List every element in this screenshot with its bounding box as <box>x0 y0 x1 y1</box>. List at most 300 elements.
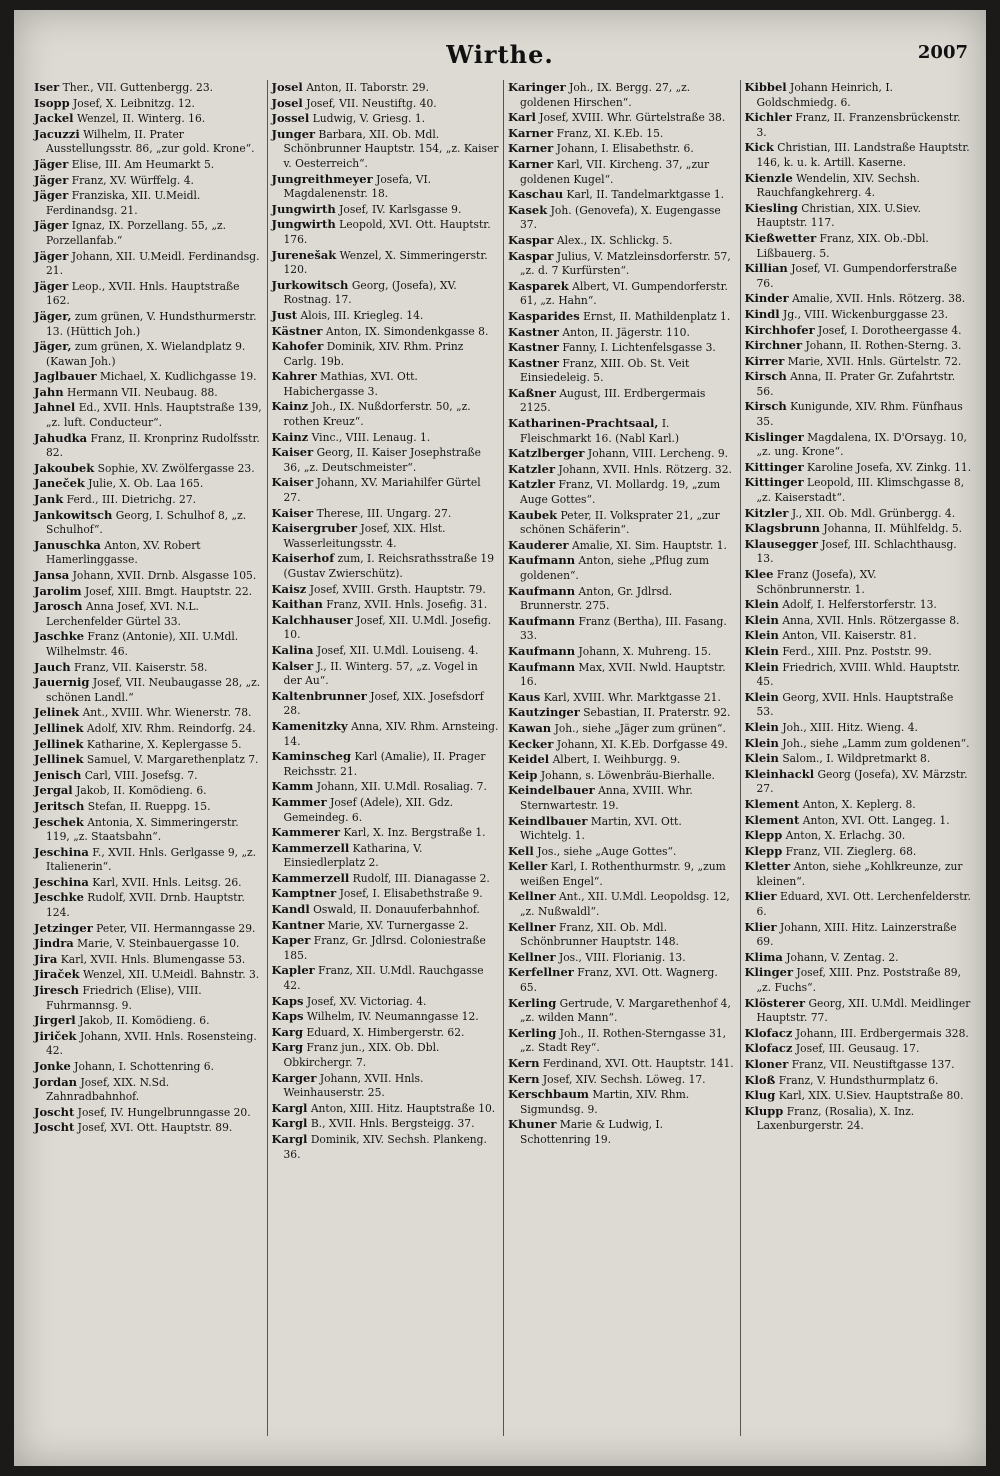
entry-name: Klofacz <box>744 1041 793 1056</box>
entry-details: Josef, XIV. Sechsh. Löweg. 17. <box>542 1072 706 1086</box>
entry-name: Kecker <box>508 736 554 751</box>
entry-details: Georg, (Josefa), XV. Rostnag. 17. <box>283 278 457 307</box>
entry-details: Franz, (Rosalia), X. Inz. Laxenburgerstr. 24. <box>756 1104 915 1133</box>
directory-entry <box>272 430 500 446</box>
directory-entry <box>745 430 973 460</box>
entry-name: Keindelbauer <box>508 783 595 798</box>
entry-name: Kaper <box>271 933 311 948</box>
entry-name: Kainz <box>271 399 309 414</box>
directory-entry <box>34 783 263 799</box>
entry-details: Joh., XIII. Hitz. Wieng. 4. <box>782 720 918 734</box>
entry-details: Ther., VII. Guttenbergg. 23. <box>62 81 214 94</box>
entry-details: Josef (Adele), XII. Gdz. Gemeindeg. 6. <box>283 795 453 824</box>
entry-name: Katzler <box>508 461 556 476</box>
entry-name: Jellinek <box>34 736 84 751</box>
entry-details: Antonia, X. Simmeringerstr. 119, „z. Staatsbahn“. <box>46 815 239 844</box>
entry-details: Christian, III. Landstraße Hauptstr. 146, k. u. k. Artill. Kaserne. <box>756 141 970 169</box>
entry-name: Kittinger <box>744 459 804 474</box>
entry-name: Jäger <box>34 218 69 233</box>
entry-details: Magdalena, IX. D'Orsayg. 10, „z. ung. Krone“. <box>756 430 967 459</box>
directory-entry <box>745 354 973 370</box>
directory-entry <box>745 521 973 537</box>
directory-entry <box>745 460 973 476</box>
entry-details: Fanny, I. Lichtenfelsgasse 3. <box>562 341 716 355</box>
entry-details: F., XVII. Hnls. Gerlgasse 9, „z. Italienerin“. <box>46 845 257 874</box>
entry-name: Jira <box>34 951 58 966</box>
entry-details: Amalie, XVII. Hnls. Rötzerg. 38. <box>792 292 966 306</box>
entry-name: Kauderer <box>508 537 569 552</box>
entry-name: Kittinger <box>744 475 804 490</box>
directory-entry <box>745 797 973 813</box>
entry-name: Kern <box>508 1056 540 1070</box>
entry-name: Klug <box>744 1088 776 1103</box>
entry-name: Jeschina <box>34 874 89 889</box>
entry-details: Eduard, X. Himbergerstr. 62. <box>306 1025 465 1039</box>
entry-details: Friedrich, XVIII. Whld. Hauptstr. 45. <box>756 660 961 689</box>
directory-entry <box>745 859 973 889</box>
entry-name: Kießwetter <box>744 230 817 245</box>
directory-entry <box>508 889 736 919</box>
directory-entry <box>508 538 736 554</box>
entry-details: Dominik, XIV. Rhm. Prinz Carlg. 19b. <box>283 340 464 368</box>
directory-entry <box>745 323 973 339</box>
directory-entry <box>508 1056 736 1072</box>
entry-name: Jiraček <box>34 967 80 982</box>
entry-details: Johann, VIII. Lercheng. 9. <box>587 447 729 461</box>
directory-entry <box>272 1071 500 1101</box>
entry-name: Jungwirth <box>271 201 336 216</box>
entry-name: Isopp <box>34 95 70 110</box>
entry-details: Johanna, II. Mühlfeldg. 5. <box>823 522 963 536</box>
entry-details: Mathias, XVI. Ott. Habichergasse 3. <box>283 370 418 398</box>
entry-name: Kamenitzky <box>271 718 348 733</box>
directory-entry <box>34 721 263 737</box>
entry-details: Wilhelm, IV. Neumanngasse 12. <box>306 1010 479 1024</box>
directory-entry <box>508 1087 736 1117</box>
entry-name: Kammerzell <box>271 840 350 855</box>
entry-details: Michael, X. Kudlichgasse 19. <box>99 370 257 384</box>
entry-details: Georg, XII. U.Mdl. Meidlinger Hauptstr. 77. <box>756 996 971 1025</box>
entry-name: Kerling <box>508 1025 557 1040</box>
entry-name: Josel <box>271 80 303 94</box>
directory-entry <box>34 768 263 784</box>
directory-entry <box>745 1026 973 1042</box>
directory-entry <box>508 1072 736 1088</box>
entry-name: Kamm <box>271 779 314 794</box>
entry-details: Franziska, XII. U.Meidl. Ferdinandsg. 21. <box>46 189 201 217</box>
directory-entry <box>272 80 500 96</box>
entry-name: Kastner <box>508 324 559 339</box>
entry-details: Johann, XII. U.Meidl. Ferdinandsg. 21. <box>46 249 260 278</box>
directory-entry <box>34 1075 263 1105</box>
entry-details: Karl, I. Rothenthurmstr. 9, „zum weißen Engel“. <box>520 860 726 888</box>
entry-details: Josef, XIX. Hlst. Wasserleitungsstr. 4. <box>283 522 446 550</box>
directory-entry <box>34 1059 263 1075</box>
entry-name: Januschka <box>34 537 101 552</box>
entry-name: Janeček <box>34 476 85 491</box>
entry-details: Joh., siehe „Lamm zum goldenen“. <box>782 736 970 750</box>
entry-name: Jellinek <box>34 720 84 735</box>
directory-entry <box>34 461 263 477</box>
directory-entry <box>34 369 263 385</box>
entry-details: Josef, XII. U.Mdl. Louiseng. 4. <box>316 643 479 657</box>
directory-entry <box>34 568 263 584</box>
directory-entry <box>272 278 500 308</box>
directory-entry <box>508 783 736 813</box>
entry-details: Anton, Gr. Jdlrsd. Brunnerstr. 275. <box>520 584 673 613</box>
entry-name: Kasek <box>508 202 548 217</box>
entry-details: Josef, XVIII. Grsth. Hauptstr. 79. <box>309 582 486 596</box>
entry-details: J., II. Winterg. 57, „z. Vogel in der Au“. <box>283 659 478 688</box>
entry-name: Kaschau <box>508 187 564 202</box>
entry-details: Karoline Josefa, XV. Zinkg. 11. <box>807 460 972 474</box>
page-title: Wirthe. <box>446 40 554 69</box>
directory-entry <box>272 1132 500 1162</box>
entry-name: Karner <box>508 141 554 156</box>
entry-name: Iser <box>34 80 60 94</box>
entry-details: Elise, III. Am Heumarkt 5. <box>71 157 215 171</box>
directory-entry <box>508 614 736 644</box>
directory-entry <box>272 613 500 643</box>
entry-name: Katzler <box>508 477 556 492</box>
directory-entry <box>272 1009 500 1025</box>
entry-details: Josef, XIII. Pnz. Poststraße 89, „z. Fuchs“. <box>756 966 961 995</box>
directory-entry <box>508 950 736 966</box>
entry-name: Kammerzell <box>271 870 350 885</box>
entry-name: Kinder <box>744 291 789 306</box>
entry-name: Kaps <box>271 993 304 1008</box>
entry-details: Anton, VII. Kaiserstr. 81. <box>782 629 917 643</box>
directory-entry <box>34 675 263 705</box>
entry-details: Marie, XVII. Hnls. Gürtelstr. 72. <box>787 354 962 368</box>
entry-name: Kaiser <box>271 505 314 520</box>
directory-entry <box>745 1041 973 1057</box>
entry-details: Vinc., VIII. Lenaug. 1. <box>311 430 431 444</box>
directory-entry <box>272 1040 500 1070</box>
directory-entry <box>508 233 736 249</box>
entry-name: Kislinger <box>744 429 804 444</box>
entry-details: Georg (Josefa), XV. Märzstr. 27. <box>756 767 968 796</box>
entry-name: Kalchhauser <box>271 612 353 627</box>
entry-name: Kaubek <box>508 507 558 522</box>
directory-entry <box>34 431 263 461</box>
entry-details: Anna, II. Prater Gr. Zufahrtstr. 56. <box>756 370 956 398</box>
entry-name: Kloner <box>744 1057 789 1071</box>
entry-details: Therese, III. Ungarg. 27. <box>316 506 452 520</box>
directory-entry <box>745 1104 973 1134</box>
entry-name: Katzlberger <box>508 446 585 461</box>
directory-entry <box>745 720 973 736</box>
entry-details: Johann, XIII. Hitz. Lainzerstraße 69. <box>756 920 957 949</box>
directory-entry <box>745 537 973 567</box>
entry-details: Julie, X. Ob. Laa 165. <box>88 477 204 491</box>
entry-name: Jiresch <box>34 983 80 998</box>
entry-details: Jos., VIII. Florianig. 13. <box>558 950 686 964</box>
entry-details: Franz (Antonie), XII. U.Mdl. Wilhelmstr. 46. <box>46 630 239 658</box>
entry-name: Klein <box>744 719 779 734</box>
directory-entry <box>508 768 736 784</box>
directory-entry <box>508 110 736 126</box>
entry-name: Kargl <box>271 1116 308 1131</box>
columns <box>30 80 976 1436</box>
entry-details: J., XII. Ob. Mdl. Grünbergg. 4. <box>791 506 956 520</box>
entry-details: Ant., XVIII. Whr. Wienerstr. 78. <box>82 706 252 720</box>
directory-entry <box>34 890 263 920</box>
directory-entry <box>34 629 263 659</box>
entry-details: Wenzel, X. Simmeringerstr. 120. <box>283 248 488 277</box>
directory-entry <box>272 1116 500 1132</box>
entry-name: Jeschke <box>34 890 84 905</box>
directory-entry <box>34 188 263 218</box>
entry-details: Anton, XVI. Ott. Langeg. 1. <box>802 813 950 827</box>
entry-details: Anton, X. Erlachg. 30. <box>785 829 906 843</box>
entry-name: Jauch <box>34 659 71 674</box>
entry-name: Kaufmann <box>508 583 576 598</box>
entry-name: Kastner <box>508 340 559 355</box>
directory-entry <box>745 844 973 860</box>
entry-details: Anton, siehe „Pflug zum goldenen“. <box>520 554 709 582</box>
directory-entry <box>508 737 736 753</box>
entry-name: Kaltenbrunner <box>271 688 367 703</box>
entry-name: Klausegger <box>744 536 818 551</box>
entry-details: Karl, VII. Kircheng. 37, „zur goldenen Kugel“. <box>520 157 710 186</box>
entry-details: Leop., XVII. Hnls. Hauptstraße 162. <box>46 279 240 308</box>
entry-name: Klima <box>744 949 783 964</box>
directory-entry <box>508 249 736 279</box>
entry-details: Franz, XIX. Ob.-Dbl. Lißbauerg. 5. <box>756 231 929 260</box>
directory-entry <box>508 752 736 768</box>
entry-details: Anton, IX. Simondenkgasse 8. <box>325 324 489 338</box>
entry-name: Klupp <box>744 1103 784 1118</box>
directory-entry <box>745 920 973 950</box>
entry-details: Jakob, II. Komödieng. 6. <box>79 1014 210 1028</box>
entry-details: Joh., siehe „Jäger zum grünen“. <box>554 721 726 735</box>
entry-name: Keller <box>508 859 548 874</box>
entry-name: Kantner <box>271 917 325 932</box>
entry-name: Kirsch <box>744 399 787 414</box>
entry-name: Jankowitsch <box>34 507 113 522</box>
entry-details: Anton, siehe „Kohlkreunze, zur kleinen“. <box>756 860 963 888</box>
directory-entry <box>272 445 500 475</box>
directory-entry <box>508 356 736 386</box>
entry-name: Karl <box>508 110 536 125</box>
directory-entry <box>34 815 263 845</box>
entry-name: Jaschke <box>34 629 85 644</box>
directory-entry <box>272 475 500 505</box>
entry-name: Jungreithmeyer <box>271 171 373 186</box>
entry-details: Johann, XVII. Hnls. Rosensteing. 42. <box>46 1029 257 1058</box>
entry-details: Josef, VII. Neubaugasse 28, „z. schönen Landl.“ <box>46 676 261 704</box>
entry-details: Johann, I. Elisabethstr. 6. <box>556 142 694 156</box>
entry-name: Klein <box>744 751 779 766</box>
entry-details: Franz (Josefa), XV. Schönbrunnerstr. 1. <box>756 568 877 596</box>
entry-details: Franz, XI. K.Eb. 15. <box>556 126 664 140</box>
entry-details: Josef, III. Geusaug. 17. <box>795 1042 920 1056</box>
directory-entry <box>34 799 263 815</box>
entry-name: Jackel <box>34 111 74 126</box>
entry-name: Jaglbauer <box>34 369 97 384</box>
entry-details: Barbara, XII. Ob. Mdl. Schönbrunner Hauptstr. 154, „z. Kaiser v. Oesterreich“. <box>283 127 499 170</box>
entry-name: Jank <box>34 492 64 507</box>
entry-details: Stefan, II. Rueppg. 15. <box>87 799 211 813</box>
entry-name: Kerfellner <box>508 965 574 980</box>
directory-entry <box>745 475 973 505</box>
directory-entry <box>34 1029 263 1059</box>
directory-entry <box>508 1117 736 1147</box>
entry-name: Klein <box>744 597 779 612</box>
directory-entry <box>508 920 736 950</box>
entry-details: Wenzel, XII. U.Meidl. Bahnstr. 3. <box>83 968 260 982</box>
entry-details: Wenzel, II. Winterg. 16. <box>76 112 206 126</box>
entry-name: Kichler <box>744 110 792 125</box>
entry-details: Albert, VI. Gumpendorferstr. 61, „z. Hahn“. <box>520 279 728 308</box>
entry-details: Rudolf, III. Dianagasse 2. <box>352 871 490 885</box>
entry-details: Karl, XVII. Hnls. Blumengasse 53. <box>60 952 246 966</box>
entry-details: Johann, XVII. Drnb. Alsgasse 105. <box>72 569 257 582</box>
directory-entry <box>34 967 263 983</box>
directory-entry <box>745 828 973 844</box>
entry-name: Keip <box>508 767 538 782</box>
directory-entry <box>272 825 500 841</box>
directory-entry <box>272 795 500 825</box>
entry-name: Klement <box>744 812 800 827</box>
entry-name: Jauernig <box>34 675 90 690</box>
entry-name: Karner <box>508 125 554 140</box>
entry-details: Adolf, I. Helferstorferstr. 13. <box>782 598 937 612</box>
entry-name: Jäger <box>34 248 69 263</box>
directory-entry <box>34 584 263 600</box>
entry-details: Johann, I. Schottenring 6. <box>74 1060 214 1073</box>
entry-name: Klein <box>744 735 779 750</box>
entry-details: Marie & Ludwig, I. Schottenring 19. <box>520 1118 663 1146</box>
entry-name: Jurkowitsch <box>271 277 349 292</box>
entry-name: Kasparides <box>508 308 580 323</box>
directory-entry <box>745 399 973 429</box>
entry-name: Jeschek <box>34 814 84 829</box>
directory-entry <box>745 736 973 752</box>
entry-name: Klepp <box>744 828 783 843</box>
entry-details: Friedrich (Elise), VIII. Fuhrmannsg. 9. <box>46 984 202 1012</box>
entry-details: Franz, V. Hundsthurmplatz 6. <box>778 1073 939 1087</box>
directory-entry <box>34 279 263 309</box>
entry-name: Kaufmann <box>508 553 576 568</box>
entry-name: Karg <box>271 1024 304 1039</box>
entry-name: Karger <box>271 1070 317 1085</box>
entry-name: Jonke <box>34 1059 71 1073</box>
entry-details: Josef, XV. Victoriag. 4. <box>306 994 427 1008</box>
entry-details: Albert, I. Weihburgg. 9. <box>552 753 681 767</box>
directory-entry <box>272 719 500 749</box>
entry-details: B., XVII. Hnls. Bergsteigg. 37. <box>310 1117 475 1131</box>
entry-details: Franz, VI. Mollardg. 19, „zum Auge Gottes“. <box>520 478 721 507</box>
directory-entry <box>272 96 500 112</box>
directory-entry <box>745 171 973 201</box>
entry-name: Klier <box>744 919 777 934</box>
entry-details: Katharine, X. Keplergasse 5. <box>86 737 242 751</box>
directory-entry <box>508 157 736 187</box>
entry-name: Jäger, <box>34 308 72 323</box>
directory-entry <box>508 844 736 860</box>
entry-details: Sebastian, II. Praterstr. 92. <box>583 706 731 720</box>
directory-entry <box>272 551 500 581</box>
directory-entry <box>745 889 973 919</box>
entry-name: Klein <box>744 612 779 627</box>
entry-details: Anna, XVII. Hnls. Rötzergasse 8. <box>782 613 960 627</box>
directory-entry <box>508 446 736 462</box>
entry-details: Johann Heinrich, I. Goldschmiedg. 6. <box>756 81 893 109</box>
directory-entry <box>34 111 263 127</box>
column-4 <box>740 80 977 1436</box>
entry-name: Jiriček <box>34 1028 77 1043</box>
entry-details: Katharina, V. Einsiedlerplatz 2. <box>283 841 423 870</box>
entry-details: Franz, XIII. Ob. St. Veit Einsiedeleig. 5. <box>520 356 690 385</box>
entry-name: Kaufmann <box>508 613 576 628</box>
entry-name: Kamptner <box>271 886 337 901</box>
entry-name: Klier <box>744 889 777 904</box>
entry-name: Kellner <box>508 889 556 904</box>
directory-entry <box>745 660 973 690</box>
entry-name: Kargl <box>271 1100 308 1115</box>
directory-entry <box>272 841 500 871</box>
entry-name: Kaufmann <box>508 643 576 658</box>
entry-details: Salom., I. Wildpretmarkt 8. <box>782 752 931 766</box>
entry-name: Jäger <box>34 172 69 187</box>
entry-name: Klofacz <box>744 1025 793 1040</box>
entry-details: zum grünen, V. Hundsthurmerstr. 13. (Hüttich Joh.) <box>46 309 257 338</box>
directory-entry <box>745 767 973 797</box>
entry-name: Kern <box>508 1071 540 1086</box>
directory-entry <box>508 644 736 660</box>
entry-details: Julius, V. Matzleinsdorferstr. 57, „z. d. 7 Kurfürsten“. <box>520 249 731 278</box>
entry-name: Klement <box>744 796 800 811</box>
entry-details: Johann, II. Rothen-Sterng. 3. <box>805 339 962 353</box>
directory-entry <box>272 217 500 247</box>
directory-entry <box>508 508 736 538</box>
entry-details: Franz, VII. Neustiftgasse 137. <box>791 1058 955 1071</box>
entry-details: Joh. (Genovefa), X. Eugengasse 37. <box>520 203 721 232</box>
entry-name: Jäger <box>34 188 69 203</box>
entry-name: Jahnel <box>34 400 76 415</box>
column-3 <box>503 80 740 1436</box>
entry-details: Franz, Gr. Jdlrsd. Coloniestraße 185. <box>283 934 486 962</box>
directory-entry <box>34 249 263 279</box>
entry-name: Jeritsch <box>34 798 85 813</box>
directory-entry <box>508 416 736 446</box>
entry-details: Franz, XVII. Hnls. Josefig. 31. <box>326 598 488 612</box>
directory-entry <box>272 886 500 902</box>
directory-entry <box>745 1088 973 1104</box>
directory-entry <box>508 965 736 995</box>
directory-entry <box>508 1026 736 1056</box>
entry-name: Kirchhofer <box>744 322 815 337</box>
entry-name: Kawan <box>508 720 552 735</box>
directory-entry <box>745 291 973 307</box>
entry-name: Kerschbaum <box>508 1087 589 1102</box>
directory-entry <box>508 477 736 507</box>
directory-entry <box>745 567 973 597</box>
entry-name: Kibbel <box>744 80 787 94</box>
directory-entry <box>34 737 263 753</box>
entry-details: Johann, III. Erdbergermais 328. <box>795 1026 969 1040</box>
entry-name: Kastner <box>508 355 559 370</box>
entry-name: Joscht <box>34 1120 75 1135</box>
entry-name: Kästner <box>271 323 323 338</box>
directory-entry <box>34 936 263 952</box>
entry-details: Karl, XVII. Hnls. Leitsg. 26. <box>92 875 242 889</box>
entry-details: Anton, X. Keplerg. 8. <box>802 797 916 811</box>
entry-name: Kaiser <box>271 475 314 490</box>
directory-entry <box>508 141 736 157</box>
